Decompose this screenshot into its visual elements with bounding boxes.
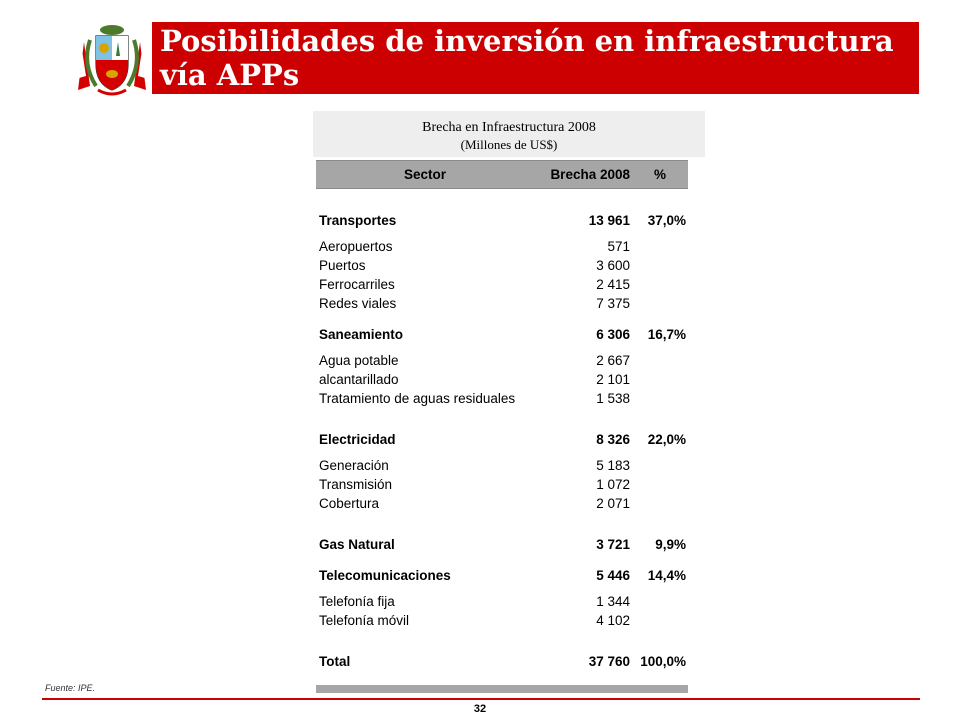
sector-value: 8 326 <box>596 432 630 447</box>
sector-percent: 22,0% <box>647 432 686 447</box>
column-header-brecha: Brecha 2008 <box>550 167 630 182</box>
table-row <box>316 592 688 611</box>
table-row-electricidad <box>316 430 688 449</box>
infrastructure-gap-table <box>316 160 688 693</box>
subsector-name: Ferrocarriles <box>319 277 395 292</box>
column-header-percent: % <box>653 167 666 182</box>
table-row <box>316 275 688 294</box>
subsector-value: 1 538 <box>596 391 630 406</box>
subsector-name: Transmisión <box>319 477 393 492</box>
title-bar <box>152 22 919 94</box>
subsector-name: alcantarillado <box>319 372 399 387</box>
total-value: 37 760 <box>588 654 630 669</box>
sector-percent: 14,4% <box>647 568 686 583</box>
subsector-value: 1 344 <box>596 594 630 609</box>
subsector-name: Telefonía fija <box>319 594 395 609</box>
sector-name: Gas Natural <box>319 537 395 552</box>
subsector-value: 5 183 <box>596 458 630 473</box>
table-row <box>316 294 688 313</box>
subsector-name: Puertos <box>319 258 366 273</box>
sector-value: 6 306 <box>596 327 630 342</box>
subsector-value: 2 101 <box>596 372 630 387</box>
subsector-name: Telefonía móvil <box>319 613 410 628</box>
table-row <box>316 351 688 370</box>
sector-name: Transportes <box>319 213 397 228</box>
subsector-name: Generación <box>319 458 389 473</box>
subsector-value: 7 375 <box>596 296 630 311</box>
table-row-transportes <box>316 211 688 230</box>
table-header <box>316 160 688 189</box>
sector-value: 13 961 <box>588 213 630 228</box>
table-row <box>316 256 688 275</box>
footer-divider <box>42 698 920 700</box>
table-row <box>316 237 688 256</box>
sector-name: Saneamiento <box>319 327 404 342</box>
subsector-value: 2 667 <box>596 353 630 368</box>
page-number: 32 <box>473 703 487 715</box>
sector-percent: 37,0% <box>647 213 686 228</box>
subsector-value: 2 415 <box>596 277 630 292</box>
table-row-saneamiento <box>316 325 688 344</box>
sector-value: 3 721 <box>596 537 630 552</box>
source-note: Fuente: IPE. <box>45 683 96 693</box>
table-row-gas-natural <box>316 535 688 554</box>
total-percent: 100,0% <box>640 654 686 669</box>
subsector-value: 3 600 <box>596 258 630 273</box>
subsector-value: 1 072 <box>596 477 630 492</box>
column-header-sector: Sector <box>404 167 447 182</box>
subsector-value: 571 <box>607 239 630 254</box>
table-row <box>316 456 688 475</box>
subsector-name: Aeropuertos <box>319 239 393 254</box>
caption-title: Brecha en Infraestructura 2008 <box>422 120 596 135</box>
table-caption <box>313 111 705 157</box>
page-title: Posibilidades de inversión en infraestructura vía APPs <box>160 24 894 92</box>
subsector-name: Tratamiento de aguas residuales <box>319 391 516 406</box>
subsector-value: 2 071 <box>596 496 630 511</box>
total-label: Total <box>319 654 351 669</box>
peru-coat-of-arms-icon <box>76 20 148 100</box>
subsector-name: Cobertura <box>319 496 380 511</box>
sector-name: Telecomunicaciones <box>319 568 451 583</box>
caption-subtitle: (Millones de US$) <box>460 137 558 152</box>
table-row <box>316 475 688 494</box>
table-row <box>316 389 688 408</box>
table-row-total <box>316 652 688 671</box>
sector-percent: 16,7% <box>647 327 686 342</box>
table-row <box>316 370 688 389</box>
table-row <box>316 494 688 513</box>
table-row <box>316 611 688 630</box>
table-row-telecomunicaciones <box>316 566 688 585</box>
subsector-value: 4 102 <box>596 613 630 628</box>
table-bottom-bar <box>316 685 688 693</box>
subsector-name: Redes viales <box>319 296 397 311</box>
sector-name: Electricidad <box>319 432 396 447</box>
sector-value: 5 446 <box>596 568 630 583</box>
subsector-name: Agua potable <box>319 353 399 368</box>
sector-percent: 9,9% <box>655 537 686 552</box>
